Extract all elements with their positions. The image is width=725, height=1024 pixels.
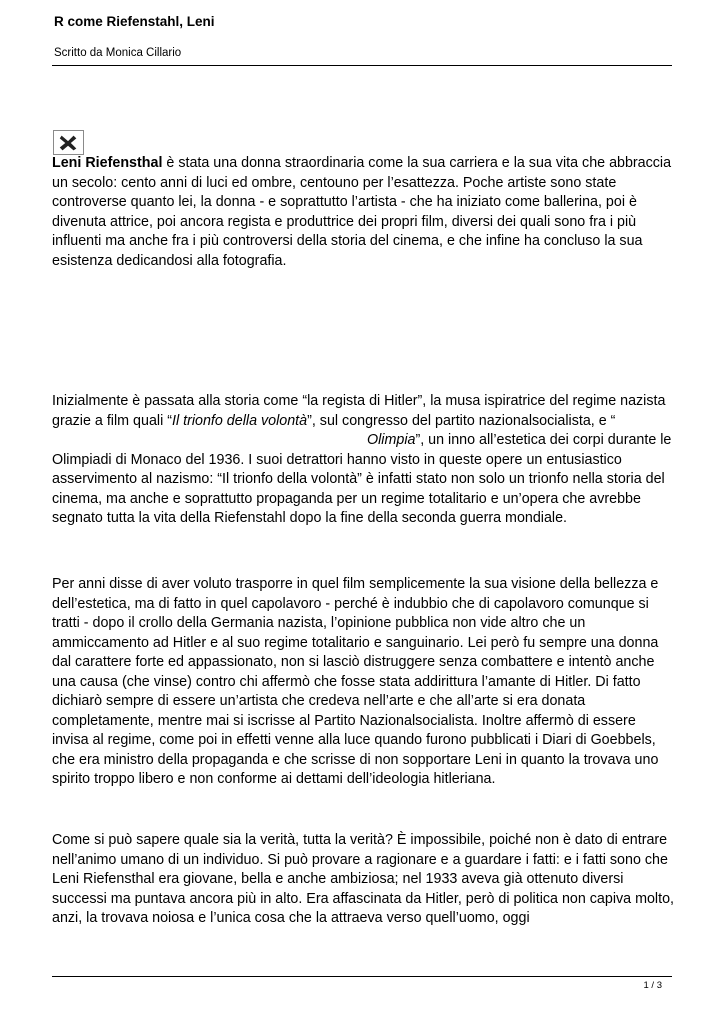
films-text-a: Inizialmente è passata alla storia come “la regista di Hitler”, la musa ispiratrice del regime nazista grazie a film quali “ (52, 393, 666, 429)
films-text-c: ”, un inno all’estetica dei corpi durante le Olimpiadi di Monaco del 1936. I suoi detrattori hanno visto in queste opere un entusiastico asservimento al nazismo: “Il trionfo della volontà” è infatti stato non solo un trionfo nella storia del cinema, ma anche e soprattutto propaganda per un regime totalitario e un’opera che avrebbe segnato tutta la vita della Riefenstahl dopo la fine della seconda guerra mondiale. (52, 432, 672, 526)
paragraph-intro (52, 154, 674, 271)
film-title-triumph: Il trionfo della volontà (171, 412, 308, 429)
paragraph-defense: Per anni disse di aver voluto trasporre in quel film semplicemente la sua visione della bellezza e dell’estetica, ma di fatto in quel capolavoro - perché è indubbio che di capolavoro comunque si tratti - dopo il crollo della Germania nazista, l’opinione pubblica non vide altro che un ammiccamento ad Hitler e al suo regime totalitario e sanguinario. Lei però fu sempre una donna dal carattere forte ed appassionato, non si lasciò distruggere senza combattere e intentò anche una causa (che vinse) contro chi affermò che fosse stata addirittura l’amante di Hitler. Di fatto dichiarò sempre di essere un’artista che credeva nell’arte e che all’arte si era donata completamente, mentre mai si iscrisse al Partito Nazionalsocialista. Inoltre affermò di essere invisa al regime, come poi in effetti venne alla luce quando furono pubblicati i Diari di Goebbels, che era ministro della propaganda e che scrisse di non sopportare Leni in quanto la trovava uno spirito troppo libero e non conforme ai dettami dell’ideologia hitleriana. (52, 576, 659, 787)
film-title-olympia: Olimpia (367, 432, 416, 448)
subject-name: Leni Riefensthal (52, 155, 163, 171)
header-divider (52, 65, 672, 66)
films-text-b: ”, sul congresso del partito nazionalsocialista, e “ (307, 412, 616, 429)
intro-text: è stata una donna straordinaria come la sua carriera e la sua vita che abbraccia un secolo: cento anni di luci ed ombre, centouno per l’esattezza. Poche artiste sono state controverse quanto lei, la donna - e soprattutto l’artista - che ha iniziato come ballerina, poi è divenuta attrice, poi ancora regista e produttrice dei propri film, diversi dei quali sono fra i più influenti ma anche fra i più controversi della storia del cinema, e che infine ha concluso la sua esistenza dedicandosi alla fotografia. (52, 155, 672, 269)
page-number: 1 / 3 (643, 980, 662, 991)
broken-image-graphic (54, 131, 83, 154)
paragraph-films (52, 392, 674, 529)
author-line: Scritto da Monica Cillario (54, 47, 182, 59)
page-title: R come Riefenstahl, Leni (54, 14, 215, 29)
paragraph-truth: Come si può sapere quale sia la verità, tutta la verità? È impossibile, poiché non è dato di entrare nell’animo umano di un individuo. Si può provare a ragionare e a guardare i fatti: e i fatti sono che Leni Riefensthal era giovane, bella e anche ambiziosa; nel 1933 aveva già ottenuto diversi successi ma puntava ancora più in alto. Era affascinata da Hitler, però di politica non capiva molto, anzi, la trovava noiosa e l’unica cosa che la attraeva verso quell’uomo, oggi (52, 832, 674, 926)
broken-image-icon (53, 130, 84, 155)
footer-divider (52, 976, 672, 977)
